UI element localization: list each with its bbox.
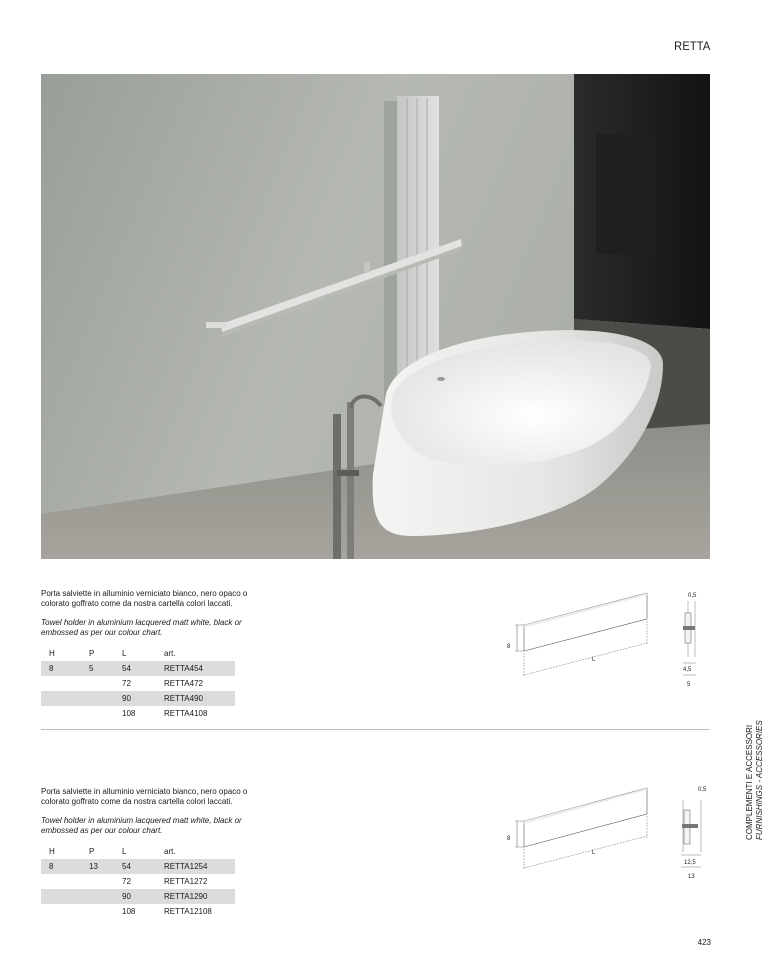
technical-drawing-1: [505, 585, 705, 700]
product-photo: [41, 74, 710, 559]
spec-table: [41, 844, 235, 919]
technical-drawing-2: [505, 778, 705, 893]
table-row: 108 RETTA12108: [122, 906, 212, 916]
description-italian: Porta salviette in alluminio verniciato bianco, nero opaco o colorato goffrato come da nostra cartella colori laccati.: [41, 589, 248, 608]
dim-depth-outer: 5: [687, 682, 691, 688]
dim-height: 8: [507, 644, 511, 650]
dim-depth-inner: 12,5: [684, 860, 696, 866]
dim-length: L: [592, 850, 596, 856]
table-row: 108 RETTA4108: [122, 708, 208, 718]
description-english: Towel holder in aluminium lacquered matt white, black or embossed as per our colour chart.: [41, 816, 242, 835]
table-row: 90 RETTA1290: [41, 889, 235, 904]
table-row: 72 RETTA472: [122, 678, 203, 688]
product-block-2: [41, 787, 276, 919]
table-header-row: H P L art.: [49, 648, 176, 658]
dim-top: 0,5: [698, 787, 707, 793]
product-block-1: [41, 589, 276, 721]
section-side-label: [745, 680, 765, 840]
section-divider: [41, 729, 710, 730]
dim-length: L: [592, 657, 596, 663]
table-row: 8 5 54 RETTA454: [41, 661, 235, 676]
table-row: 72 RETTA1272: [122, 876, 208, 886]
description-english: Towel holder in aluminium lacquered matt white, black or embossed as per our colour chart.: [41, 618, 242, 637]
dim-depth-inner: 4,5: [683, 667, 692, 673]
table-row: 90 RETTA490: [41, 691, 235, 706]
dim-depth-outer: 13: [688, 874, 695, 880]
side-label-italian: COMPLEMENTI E ACCESSORI: [745, 724, 754, 840]
table-row: 8 13 54 RETTA1254: [41, 859, 235, 874]
dim-height: 8: [507, 836, 511, 842]
page-title: RETTA: [673, 39, 710, 53]
dim-top: 0,5: [688, 593, 697, 599]
page-number: 423: [697, 938, 711, 947]
side-label-english: FURNISHINGS - ACCESSORIES: [755, 720, 764, 840]
spec-table: [41, 646, 235, 721]
description-italian: Porta salviette in alluminio verniciato bianco, nero opaco o colorato goffrato come da nostra cartella colori laccati.: [41, 787, 248, 806]
table-header-row: H P L art.: [49, 846, 176, 856]
